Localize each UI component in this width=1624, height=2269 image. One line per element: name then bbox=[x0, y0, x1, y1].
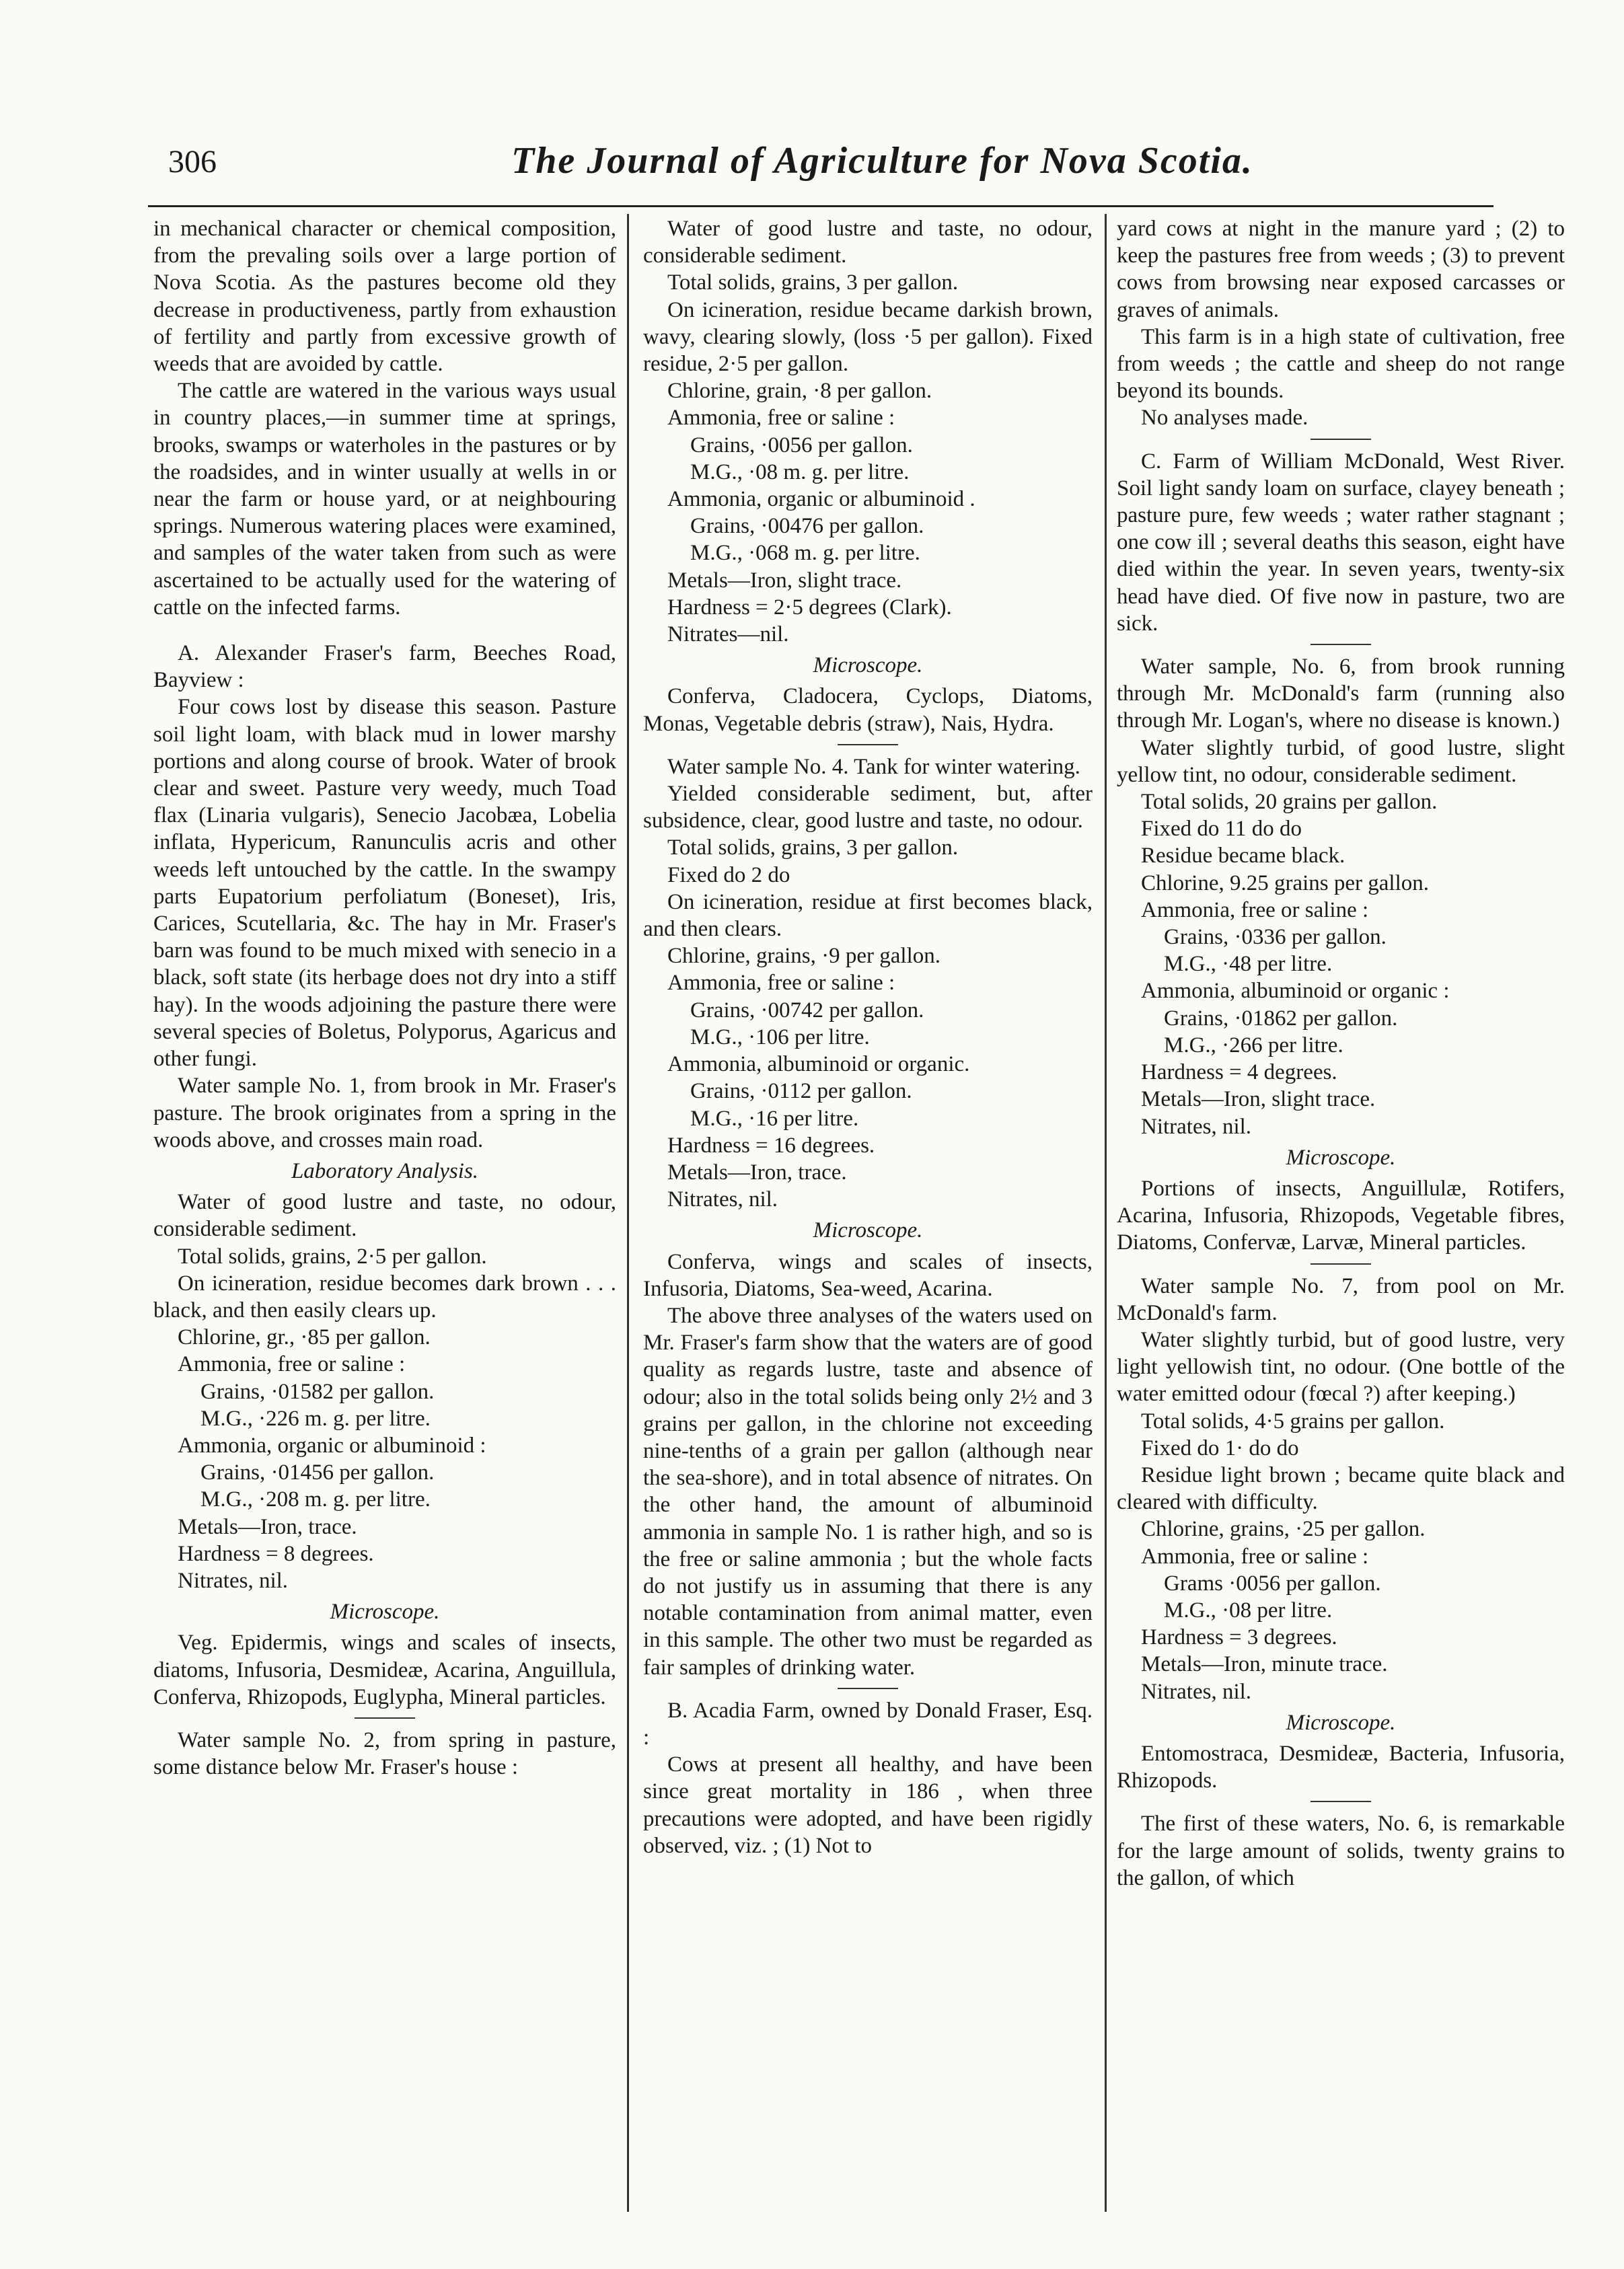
paragraph: Water sample No. 1, from brook in Mr. Fraser's pasture. The brook originates from a spring in the woods above, and crosses main road. bbox=[153, 1074, 616, 1152]
analysis-line: Total solids, grains, 2·5 per gallon. bbox=[178, 1244, 487, 1269]
subheading: Laboratory Analysis. bbox=[291, 1158, 479, 1183]
analysis-line: Chlorine, grains, ·9 per gallon. bbox=[667, 944, 940, 969]
analysis-line: Grains, ·0056 per gallon. bbox=[690, 433, 913, 457]
paragraph: Conferva, Cladocera, Cyclops, Diatoms, Monas, Vegetable debris (straw), Nais, Hydra. bbox=[643, 684, 1093, 736]
paragraph: Veg. Epidermis, wings and scales of insects, diatoms, Infusoria, Desmideæ, Acarina, Anguillula, Conferva, Rhizopods, Euglypha, Mineral particles. bbox=[153, 1631, 616, 1709]
analysis-line: Fixed do 11 do do bbox=[1141, 817, 1302, 842]
analysis-line: Grams ·0056 per gallon. bbox=[1164, 1571, 1381, 1596]
column-2 bbox=[643, 215, 1093, 2220]
analysis-line: Ammonia, organic or albuminoid . bbox=[667, 487, 975, 512]
analysis-line: M.G., ·08 m. g. per litre. bbox=[690, 459, 910, 484]
paragraph: Water slightly turbid, of good lustre, slight yellow tint, no odour, considerable sediment. bbox=[1117, 735, 1565, 787]
analysis-line: Grains, ·00476 per gallon. bbox=[690, 514, 924, 539]
paragraph: Water sample No. 2, from spring in pasture, some distance below Mr. Fraser's house : bbox=[153, 1727, 616, 1780]
analysis-line: Fixed do 2 do bbox=[667, 862, 790, 887]
analysis-line: Grains, ·0336 per gallon. bbox=[1164, 925, 1387, 950]
paragraph: Water slightly turbid, but of good lustre, very light yellowish tint, no odour. (One bottle of the water emitted odour (fœcal ?) after keeping.) bbox=[1117, 1327, 1565, 1407]
analysis-line: Nitrates, nil. bbox=[1141, 1114, 1252, 1139]
separator bbox=[1311, 1801, 1371, 1802]
analysis-line: Nitrates, nil. bbox=[178, 1568, 289, 1593]
analysis-line: Residue became black. bbox=[1141, 844, 1345, 868]
analysis-line: Grains, ·01582 per gallon. bbox=[200, 1379, 435, 1404]
analysis-line: Ammonia, albuminoid or organic : bbox=[1141, 979, 1450, 1004]
analysis-line: Fixed do 1· do do bbox=[1141, 1436, 1299, 1460]
paragraph: The cattle are watered in the various ways usual in country places,—in summer time at springs, brooks, swamps or waterholes in the pastures or by the roadsides, and in winter usually at wells in or near the farm or house yard, or at neighbouring springs. Numerous watering places were examined, and samples of the water taken from such as were ascertained to be actually used for the watering of cattle on the infected farms. bbox=[153, 379, 616, 620]
separator bbox=[838, 1688, 898, 1689]
column-3 bbox=[1117, 215, 1565, 2220]
paragraph: On icineration, residue became darkish brown, wavy, clearing slowly, (loss ·5 per gallon). Fixed residue, 2·5 per gallon. bbox=[643, 297, 1093, 377]
separator bbox=[1311, 439, 1371, 440]
analysis-line: Grains, ·0112 per gallon. bbox=[690, 1079, 912, 1104]
analysis-line: Hardness = 2·5 degrees (Clark). bbox=[667, 595, 952, 620]
analysis-line: M.G., ·208 m. g. per litre. bbox=[200, 1487, 431, 1512]
analysis-line: Ammonia, free or saline : bbox=[1141, 1544, 1369, 1569]
subheading: Microscope. bbox=[1286, 1710, 1396, 1735]
analysis-line: M.G., ·106 per litre. bbox=[690, 1025, 870, 1049]
separator bbox=[355, 1717, 415, 1719]
analysis-line: Hardness = 8 degrees. bbox=[178, 1541, 374, 1566]
paragraph: Water sample No. 4. Tank for winter watering. bbox=[667, 754, 1080, 779]
analysis-line: Metals—Iron, minute trace. bbox=[1141, 1652, 1388, 1677]
analysis-line: Total solids, 20 grains per gallon. bbox=[1141, 790, 1438, 815]
analysis-line: Hardness = 16 degrees. bbox=[667, 1133, 875, 1158]
analysis-line: Chlorine, grains, ·25 per gallon. bbox=[1141, 1517, 1426, 1542]
separator bbox=[838, 744, 898, 745]
analysis-line: M.G., ·226 m. g. per litre. bbox=[200, 1406, 431, 1431]
analysis-line: Metals—Iron, slight trace. bbox=[667, 568, 902, 593]
paragraph: Four cows lost by disease this season. Pasture soil light loam, with black mud in lower marshy portions and along course of brook. Water of brook clear and sweet. Pasture very weedy, much Toad flax (Linaria vulgaris), Senecio Jacobæa, Lobelia inflata, Hypericum, Ranunculis acris and other weeds left untouched by the cattle. In the swampy parts Eupatorium perfoliatum (Boneset), Iris, Carices, Scutellaria, &c. The hay in Mr. Fraser's barn was found to be much mixed with senecio in a black, soft state (its herbage does not dry into a stiff hay). In the woods adjoining the pasture there were several species of Boletus, Polyporus, Agaricus and other fungi. bbox=[153, 695, 616, 1072]
analysis-line: Ammonia, free or saline : bbox=[1141, 897, 1369, 922]
analysis-line: Metals—Iron, slight trace. bbox=[1141, 1087, 1376, 1112]
paragraph: No analyses made. bbox=[1141, 406, 1308, 431]
subheading: Microscope. bbox=[813, 653, 923, 678]
paragraph: Conferva, wings and scales of insects, Infusoria, Diatoms, Sea-weed, Acarina. bbox=[643, 1249, 1093, 1301]
column-divider bbox=[1105, 214, 1107, 2212]
paragraph: Cows at present all healthy, and have been since great mortality in 186 , when three precautions were adopted, and have been rigidly observed, viz. ; (1) Not to bbox=[643, 1752, 1093, 1858]
analysis-line: M.G., ·266 per litre. bbox=[1164, 1033, 1343, 1057]
column-1 bbox=[153, 215, 616, 2220]
section-heading: B. Acadia Farm, owned by Donald Fraser, Esq. : bbox=[643, 1698, 1093, 1750]
section-heading: C. Farm of William McDonald, West River. Soil light sandy loam on surface, clayey beneath ; pasture pure, few weeds ; water rather stagnant ; one cow ill ; several deaths this season, eight have died within the year. In seven years, twenty-six head have died. Of five now in pasture, two are sick. bbox=[1117, 449, 1565, 636]
analysis-line: Metals—Iron, trace. bbox=[178, 1514, 357, 1539]
paragraph: Residue light brown ; became quite black and cleared with difficulty. bbox=[1117, 1462, 1565, 1515]
analysis-line: Ammonia, free or saline : bbox=[178, 1352, 406, 1377]
analysis-line: Chlorine, 9.25 grains per gallon. bbox=[1141, 870, 1430, 895]
column-divider bbox=[627, 214, 629, 2212]
paragraph: Water of good lustre and taste, no odour, considerable sediment. bbox=[643, 217, 1093, 268]
analysis-line: M.G., ·068 m. g. per litre. bbox=[690, 541, 920, 566]
analysis-line: M.G., ·48 per litre. bbox=[1164, 952, 1333, 977]
paragraph: This farm is in a high state of cultivation, free from weeds ; the cattle and sheep do not range beyond its bounds. bbox=[1117, 324, 1565, 404]
paragraph: Water sample, No. 6, from brook running through Mr. McDonald's farm (running also through Mr. Logan's, where no disease is known.) bbox=[1117, 655, 1565, 733]
analysis-line: Ammonia, free or saline : bbox=[667, 406, 895, 431]
subheading: Microscope. bbox=[1286, 1145, 1396, 1170]
header-rule bbox=[148, 205, 1493, 207]
analysis-line: Ammonia, free or saline : bbox=[667, 971, 895, 996]
analysis-line: M.G., ·16 per litre. bbox=[690, 1106, 859, 1131]
paragraph: yard cows at night in the manure yard ; (2) to keep the pastures free from weeds ; (3) to prevent cows from browsing near exposed carcasses or graves of animals. bbox=[1117, 217, 1565, 322]
paragraph: The first of these waters, No. 6, is remarkable for the large amount of solids, twenty grains to the gallon, of which bbox=[1117, 1812, 1565, 1890]
analysis-line: Hardness = 3 degrees. bbox=[1141, 1625, 1337, 1650]
analysis-line: Total solids, grains, 3 per gallon. bbox=[667, 835, 959, 860]
analysis-line: Ammonia, organic or albuminoid : bbox=[178, 1433, 486, 1458]
paragraph: The above three analyses of the waters used on Mr. Fraser's farm show that the waters are of good quality as regards lustre, taste and absence of odour; also in the total solids being only 2½ and 3 grains per gallon, in the chlorine not exceeding nine-tenths of a grain per gallon (although near the sea-shore), and in total absence of nitrates. On the other hand, the amount of albuminoid ammonia in sample No. 1 is rather high, and so is the free or saline ammonia ; but the whole facts do not justify us in assuming that there is any notable contamination from animal matter, even in this sample. The other two must be regarded as fair samples of drinking water. bbox=[643, 1303, 1093, 1680]
paragraph: Water sample No. 7, from pool on Mr. McDonald's farm. bbox=[1117, 1273, 1565, 1325]
paragraph: Water of good lustre and taste, no odour, considerable sediment. bbox=[153, 1190, 616, 1242]
analysis-line: Ammonia, albuminoid or organic. bbox=[667, 1052, 970, 1077]
analysis-line: Grains, ·01862 per gallon. bbox=[1164, 1006, 1398, 1031]
subheading: Microscope. bbox=[813, 1218, 923, 1243]
page-header bbox=[148, 131, 1480, 198]
analysis-line: Chlorine, gr., ·85 per gallon. bbox=[178, 1325, 431, 1350]
analysis-line: Total solids, 4·5 grains per gallon. bbox=[1141, 1409, 1445, 1434]
analysis-line: Metals—Iron, trace. bbox=[667, 1160, 847, 1185]
analysis-line: Chlorine, grain, ·8 per gallon. bbox=[667, 379, 932, 404]
paragraph: Yielded considerable sediment, but, after subsidence, clear, good lustre and taste, no odour. bbox=[643, 782, 1093, 833]
analysis-line: Nitrates, nil. bbox=[1141, 1679, 1252, 1704]
analysis-line: Nitrates—nil. bbox=[667, 622, 789, 647]
section-heading: A. Alexander Fraser's farm, Beeches Road, Bayview : bbox=[153, 641, 616, 693]
paragraph: Portions of insects, Anguillulæ, Rotifers, Acarina, Infusoria, Rhizopods, Vegetable fibres, Diatoms, Confervæ, Larvæ, Mineral particles. bbox=[1117, 1176, 1565, 1255]
analysis-line: Grains, ·01456 per gallon. bbox=[200, 1460, 435, 1485]
paragraph: Entomostraca, Desmideæ, Bacteria, Infusoria, Rhizopods. bbox=[1117, 1741, 1565, 1793]
analysis-line: Grains, ·00742 per gallon. bbox=[690, 998, 924, 1022]
analysis-line: Nitrates, nil. bbox=[667, 1187, 778, 1212]
analysis-line: Hardness = 4 degrees. bbox=[1141, 1060, 1337, 1085]
separator bbox=[1311, 644, 1371, 645]
page-number: 306 bbox=[168, 144, 217, 180]
journal-title: The Journal of Agriculture for Nova Scotia. bbox=[511, 140, 1253, 182]
paragraph: On icineration, residue at first becomes black, and then clears. bbox=[643, 889, 1093, 942]
separator bbox=[1311, 1263, 1371, 1265]
paragraph: On icineration, residue becomes dark brown . . . black, and then easily clears up. bbox=[153, 1271, 616, 1323]
analysis-line: Total solids, grains, 3 per gallon. bbox=[667, 270, 959, 295]
subheading: Microscope. bbox=[330, 1600, 440, 1625]
analysis-line: M.G., ·08 per litre. bbox=[1164, 1598, 1333, 1623]
paragraph: in mechanical character or chemical composition, from the prevaling soils over a large portion of Nova Scotia. As the pastures become old they decrease in productiveness, partly from exhaustion of fertility and partly from excessive growth of weeds that are avoided by cattle. bbox=[153, 217, 616, 377]
